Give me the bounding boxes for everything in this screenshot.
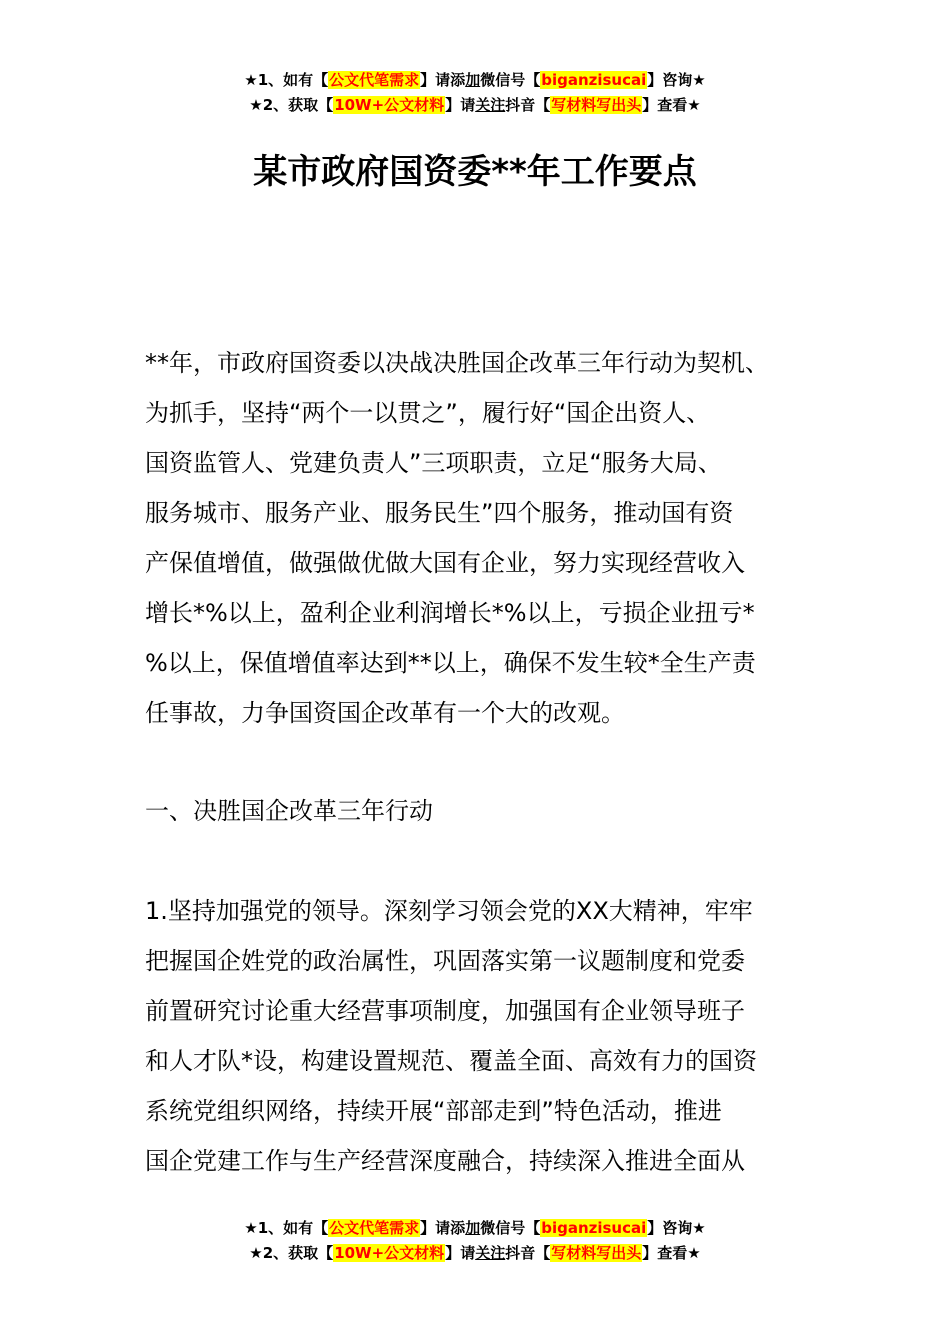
text-line: 任事故，力争国资国企改革有一个大的改观。	[145, 699, 625, 727]
promo-text: 】查看★	[642, 1244, 701, 1262]
promo-text: 】咨询★	[647, 71, 706, 89]
promo-banner-top	[0, 68, 950, 118]
promo-emphasis: 加	[465, 1219, 481, 1237]
promo-highlight-wechat-id: biganzisucai	[541, 71, 647, 89]
promo-text: 】请	[445, 1244, 476, 1262]
text-line: 和人才队*设，构建设置规范、覆盖全面、高效有力的国资	[145, 1047, 757, 1075]
section-heading-text: 一、决胜国企改革三年行动	[145, 797, 433, 825]
promo-text: 】查看★	[642, 96, 701, 114]
document-title: 某市政府国资委**年工作要点	[253, 152, 697, 192]
promo-highlight-wechat-id: biganzisucai	[541, 1219, 647, 1237]
promo-highlight-douyin: 写材料写出头	[551, 96, 642, 114]
promo-highlight-douyin: 写材料写出头	[551, 1244, 642, 1262]
promo-text: 】请添	[420, 71, 466, 89]
text-line: 国资监管人、党建负责人”三项职责，立足“服务大局、	[145, 449, 722, 477]
promo-emphasis: 加	[465, 71, 481, 89]
section-paragraph	[145, 886, 825, 1186]
text-line: 1.坚持加强党的领导。深刻学习领会党的XX大精神，牢牢	[145, 897, 753, 925]
promo-text: 微信号【	[480, 71, 541, 89]
promo-text: 】咨询★	[647, 1219, 706, 1237]
promo-line-2	[0, 93, 950, 118]
text-line: 前置研究讨论重大经营事项制度，加强国有企业领导班子	[145, 997, 745, 1025]
promo-line-2	[0, 1241, 950, 1266]
promo-text: 】请	[445, 96, 476, 114]
promo-highlight-service: 公文代笔需求	[329, 71, 420, 89]
promo-emphasis: 关注	[475, 1244, 506, 1262]
promo-text: 抖音【	[505, 1244, 551, 1262]
promo-text: ★2、获取【	[249, 1244, 334, 1262]
text-line: 把握国企姓党的政治属性，巩固落实第一议题制度和党委	[145, 947, 745, 975]
text-line: %以上，保值增值率达到**以上，确保不发生较*全生产责	[145, 649, 756, 677]
text-line: **年，市政府国资委以决战决胜国企改革三年行动为契机、	[145, 349, 769, 377]
text-line: 增长*%以上，盈利企业利润增长*%以上，亏损企业扭亏*	[145, 599, 755, 627]
text-line: 服务城市、服务产业、服务民生”四个服务，推动国有资	[145, 499, 734, 527]
promo-highlight-materials: 10W+公文材料	[334, 1244, 445, 1262]
promo-emphasis: 关注	[475, 96, 506, 114]
intro-paragraph	[145, 338, 825, 738]
promo-text: ★1、如有【	[244, 71, 329, 89]
section-heading	[145, 786, 825, 836]
promo-text: 微信号【	[480, 1219, 541, 1237]
promo-text: ★2、获取【	[249, 96, 334, 114]
promo-text: ★1、如有【	[244, 1219, 329, 1237]
promo-text: 抖音【	[505, 96, 551, 114]
text-line: 产保值增值，做强做优做大国有企业，努力实现经营收入	[145, 549, 745, 577]
promo-banner-bottom	[0, 1216, 950, 1266]
promo-line-1	[0, 1216, 950, 1241]
text-line: 系统党组织网络，持续开展“部部走到”特色活动，推进	[145, 1097, 722, 1125]
promo-highlight-materials: 10W+公文材料	[334, 96, 445, 114]
promo-highlight-service: 公文代笔需求	[329, 1219, 420, 1237]
text-line: 为抓手，坚持“两个一以贯之”，履行好“国企出资人、	[145, 399, 711, 427]
promo-line-1	[0, 68, 950, 93]
text-line: 国企党建工作与生产经营深度融合，持续深入推进全面从	[145, 1147, 745, 1175]
promo-text: 】请添	[420, 1219, 466, 1237]
